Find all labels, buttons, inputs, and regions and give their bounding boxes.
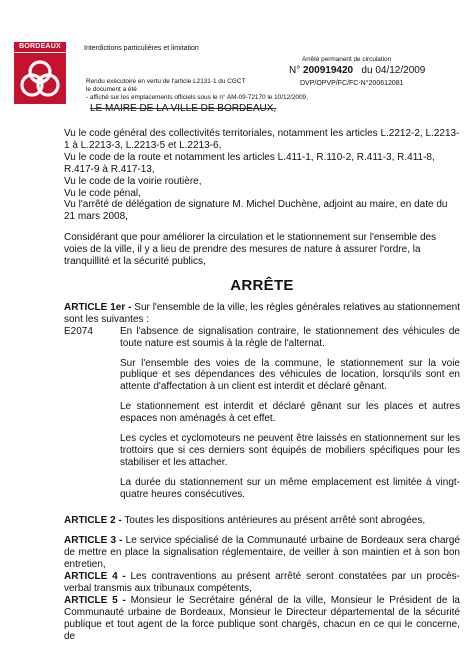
considerant-main: Considérant que pour améliorer la circulation et le stationnement sur l'ensemble des voies de la ville, il y a lieu de prendre des mesures de nature à assurer l'ordre, la tranquillité et la sécurité publics,	[64, 232, 437, 268]
arrete-title: ARRÊTE	[230, 276, 294, 294]
considerant-item: Vu le code général des collectivités territoriales, notamment les articles L.2212-2, L.2213-1 à L.2213-3, L.2213-5 et L.2213-6,	[64, 128, 460, 151]
document-subtitle: Interdictions particulières et limitation	[84, 45, 199, 52]
arrete-number-line	[289, 65, 425, 76]
rule-paragraph: La durée du stationnement sur un même emplacement est limitée à vingt-quatre heures consécutives.	[120, 476, 460, 500]
considerant-item: Vu l'arrêté de délégation de signature M. Michel Duchène, adjoint au maire, en date du 21 mars 2008,	[64, 199, 448, 223]
article-1	[64, 302, 460, 326]
crescents-emblem-icon	[14, 53, 66, 104]
article-4	[64, 571, 460, 595]
arrete-date: du 04/12/2009	[361, 65, 426, 76]
article-5	[64, 595, 460, 643]
article-label: ARTICLE 1er -	[64, 301, 132, 313]
article-label: ARTICLE 3 -	[64, 535, 123, 547]
executoire-line: - affiché sur les emplacements officiels sous le n° AM-09-72170 le 10/12/2009,	[86, 93, 308, 101]
executoire-notice	[86, 78, 308, 101]
considerant-item: Vu le code pénal,	[64, 187, 141, 199]
maire-heading: LE MAIRE DE LA VILLE DE BORDEAUX,	[90, 103, 277, 114]
rule-paragraphs	[120, 326, 460, 509]
rule-paragraph: Sur l'ensemble des voies de la commune, le stationnement sur la voie publique et ses dépendances des véhicules de location, lorsqu'ils sont en attente d'affectation à un client est interdit et déclaré gênant.	[120, 357, 460, 393]
rule-paragraph: En l'absence de signalisation contraire, le stationnement des véhicules de toute nature est soumis à la règle de l'alternat.	[120, 325, 460, 349]
article-text: Monsieur le Secrétaire général de la ville, Monsieur le Président de la Communauté urbaine de Bordeaux, Monsieur le Directeur départemental de la sécurité publique et tout agent de la force publique sont chargés, chacun en ce qui le concerne, de	[64, 595, 460, 642]
logo-text: BORDEAUX	[14, 42, 66, 52]
article-text: Sur l'ensemble de la ville, les règles générales relatives au stationnement sont les suivantes :	[64, 301, 460, 325]
executoire-line: le document a été	[86, 85, 137, 93]
number-prefix: N°	[289, 65, 301, 76]
bordeaux-logo	[14, 42, 66, 104]
considerant-item: Vu le code de la route et notamment les articles L.411-1, R.110-2, R.411-3, R.411-8, R.417-9 à R.417-13,	[64, 151, 435, 175]
permanent-title: Arrêté permanent de circulation	[302, 56, 392, 63]
article-1-rules	[64, 326, 460, 509]
article-3	[64, 535, 460, 571]
article-label: ARTICLE 5 -	[64, 595, 126, 606]
article-text: Les contraventions au présent arrêté seront constatées par un procès-verbal transmis aux tribunaux compétents,	[64, 571, 461, 595]
reference-code: DVP/OPVP/FC/FC-N°200612081	[300, 80, 404, 87]
arrete-number: 200919420	[303, 65, 354, 76]
article-text: Le service spécialisé de la Communauté urbaine de Bordeaux sera chargé de mettre en place la signalisation réglementaire, de veiller à son maintien et à son bon entretien,	[64, 535, 460, 571]
article-text: Toutes les dispositions antérieures au présent arrêté sont abrogées,	[121, 514, 426, 526]
rule-code: E2074	[64, 325, 93, 337]
rule-paragraph: Les cycles et cyclomoteurs ne peuvent être laissés en stationnement sur les trottoirs que si ces derniers sont équipés de mobiliers spécifiques pour les stabiliser et les attacher.	[120, 433, 460, 468]
executoire-line: Rendu exécutoire en vertu de l'article L2131-1 du CGCT	[86, 78, 246, 85]
document-body	[64, 128, 460, 643]
considerant-item: Vu le code de la voirie routière,	[64, 175, 202, 187]
article-2	[64, 515, 460, 527]
article-label: ARTICLE 4 -	[64, 571, 126, 583]
article-label: ARTICLE 2 -	[64, 514, 122, 526]
rule-paragraph: Le stationnement est interdit et déclaré gênant sur les places et autres espaces non aménagés à cet effet.	[120, 401, 460, 425]
